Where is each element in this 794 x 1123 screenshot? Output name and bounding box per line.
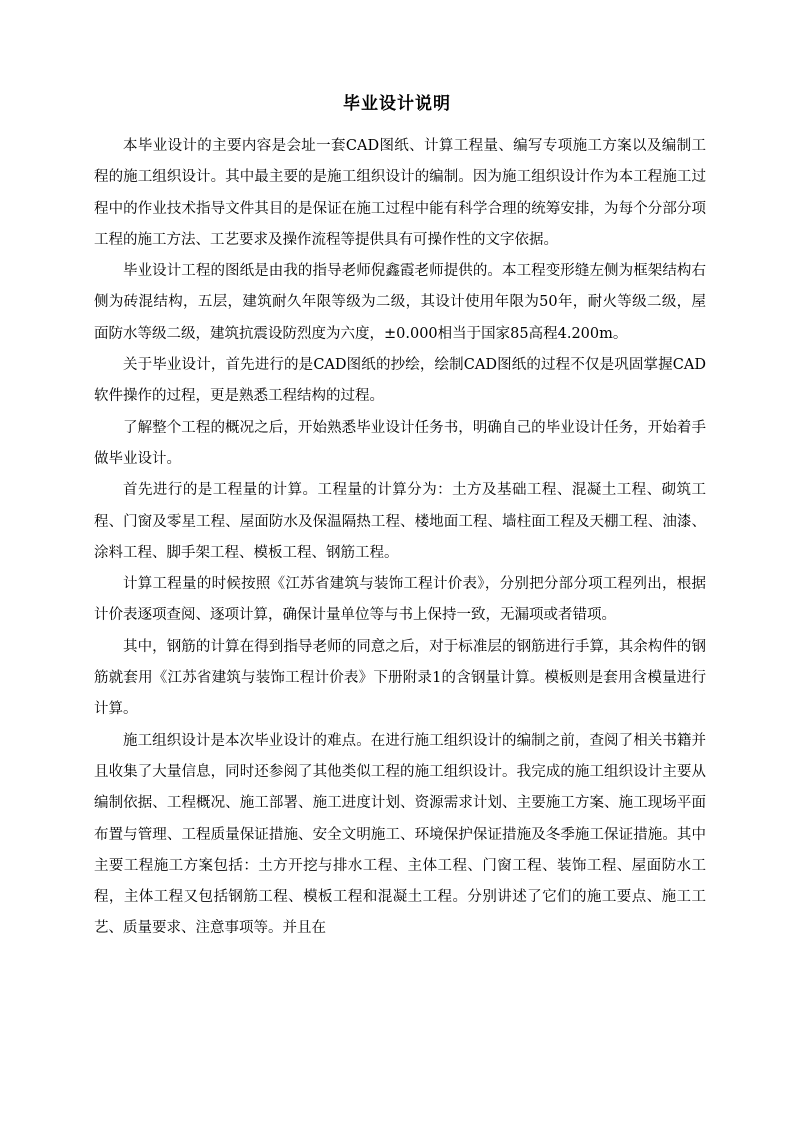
paragraph: 首先进行的是工程量的计算。工程量的计算分为：土方及基础工程、混凝土工程、砌筑工程、门窗及零星工程、屋面防水及保温隔热工程、楼地面工程、墙柱面工程及天棚工程、油漆、涂料工程、脚手架工程、模板工程、钢筋工程。: [94, 482, 706, 561]
paragraph: 施工组织设计是本次毕业设计的难点。在进行施工组织设计的编制之前，查阅了相关书籍并且收集了大量信息，同时还参阅了其他类似工程的施工组织设计。我完成的施工组织设计主要从编制依据、工程概况、施工部署、施工进度计划、资源需求计划、主要施工方案、施工现场平面布置与管理、工程质量保证措施、安全文明施工、环境保护保证措施及冬季施工保证措施。其中主要工程施工方案包括：土方开挖与排水工程、主体工程、门窗工程、装饰工程、屋面防水工程，主体工程又包括钢筋工程、模板工程和混凝土工程。分别讲述了它们的施工要点、施工工艺、质量要求、注意事项等。并且在: [94, 732, 706, 937]
paragraph: 了解整个工程的概况之后，开始熟悉毕业设计任务书，明确自己的毕业设计任务，开始着手做毕业设计。: [94, 419, 706, 467]
paragraph: 计算工程量的时候按照《江苏省建筑与装饰工程计价表》，分别把分部分项工程列出，根据计价表逐项查阅、逐项计算，确保计量单位等与书上保持一致，无漏项或者错项。: [94, 576, 706, 624]
paragraph: 其中，钢筋的计算在得到指导老师的同意之后，对于标准层的钢筋进行手算，其余构件的钢筋就套用《江苏省建筑与装饰工程计价表》下册附录1的含钢量计算。模板则是套用含模量进行计算。: [94, 638, 706, 718]
document-body: [94, 131, 706, 945]
paragraph: 毕业设计工程的图纸是由我的指导老师倪鑫霞老师提供的。本工程变形缝左侧为框架结构右侧为砖混结构，五层，建筑耐久年限等级为二级，其设计使用年限为50年，耐火等级二级，屋面防水等级二级，建筑抗震设防烈度为六度，±0.000相当于国家85高程4.200m。: [94, 263, 706, 342]
paragraph: 关于毕业设计，首先进行的是CAD图纸的抄绘，绘制CAD图纸的过程不仅是巩固掌握CAD软件操作的过程，更是熟悉工程结构的过程。: [94, 357, 706, 405]
document-title: 毕业设计说明: [343, 94, 451, 114]
paragraph: 本毕业设计的主要内容是会址一套CAD图纸、计算工程量、编写专项施工方案以及编制工程的施工组织设计。其中最主要的是施工组织设计的编制。因为施工组织设计作为本工程施工过程中的作业技术指导文件其目的是保证在施工过程中能有科学合理的统筹安排，为每个分部分项工程的施工方法、工艺要求及操作流程等提供具有可操作性的文字依据。: [94, 138, 706, 248]
